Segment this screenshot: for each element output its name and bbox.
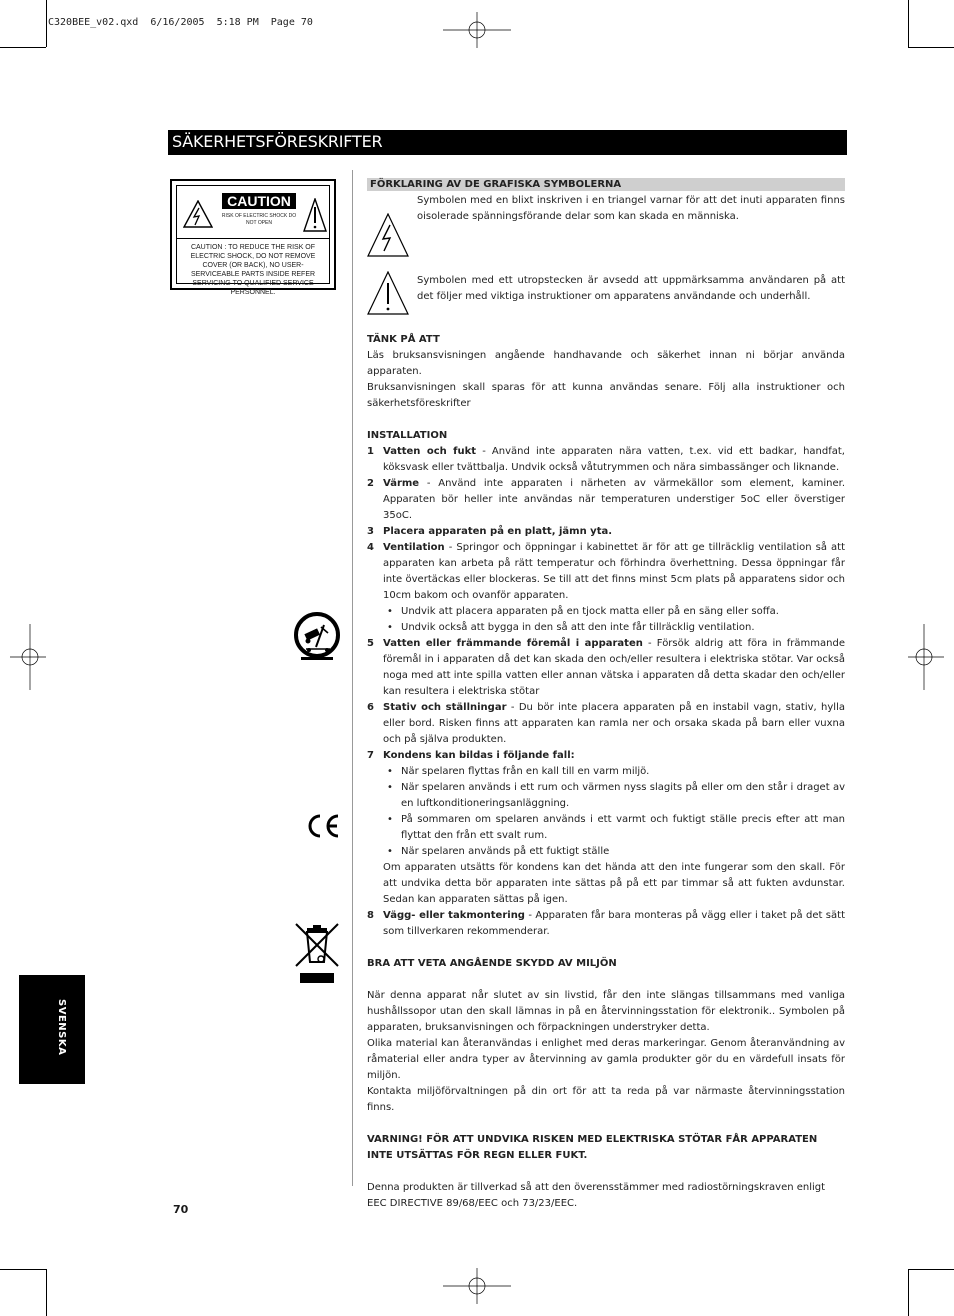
registration-mark-icon — [908, 624, 944, 690]
tank-paragraph-1: Läs bruksansvisningen angående handhavande och säkerhet innan ni börjar använda apparaten. — [367, 350, 845, 377]
tank-heading: TÄNK PÅ ATT — [367, 334, 440, 345]
registration-mark-icon — [443, 12, 511, 48]
caution-heading: CAUTION — [222, 193, 296, 209]
page-number: 70 — [173, 1203, 189, 1216]
installation-item: 5 Vatten eller främmande föremål i apparaten - Försök aldrig att föra in främmande föremål in i apparaten då det kan skada den och/eller resultera i elektriska stötar. Var också noga med att inte spilla vatten eller annan vätska i apparaten då detta skadar den och/eller kan resultera i elektriska stötar — [367, 638, 845, 697]
environment-paragraph-3: Kontakta miljöförvaltningen på din ort för att ta reda på var närmaste återvinningsstation finns. — [367, 1086, 845, 1113]
weee-bin-icon — [294, 920, 342, 986]
crop-mark — [908, 0, 909, 47]
ce-mark-icon — [305, 813, 341, 839]
directive-line-1: Denna produkten är tillverkad så att den överensstämmer med radiostörningskraven enligt — [367, 1182, 826, 1193]
exclamation-triangle-icon — [367, 271, 409, 315]
caution-label-inner — [176, 185, 330, 296]
exclamation-symbol-text: Symbolen med ett utropstecken är avsedd att uppmärksamma användaren på att det följer med viktiga instruktioner om apparatens användande och underhåll. — [417, 275, 845, 302]
content-column — [367, 178, 845, 1212]
installation-item: 4 Ventilation - Springor och öppningar i kabinettet är för att ge tillräcklig ventilation så att apparaten kan arbeta på rätt temperatur och förhindra överhettning. Dessa öppningar får inte övertäckas eller blockeras. Se till att det finns minst 5cm plats på apparatens sidor och 10cm bakom och ovanför apparaten. • Undvik att placera apparaten på en tjock matta eller på en säng eller soffa. • Undvik också att bygga in den så att den inte får tillräcklig ventilation. — [367, 540, 845, 636]
lightning-symbol-text: Symbolen med en blixt inskriven i en triangel varnar för att det inuti apparaten finns oisolerade spänningsförande delar som kan skada en människa. — [417, 195, 845, 222]
installation-item: 7 Kondens kan bildas i följande fall: • När spelaren flyttas från en kall till en varm miljö. • När spelaren används i ett rum och värmen nyss slagits på eller om den står i draget av en luftkonditioneringsanläggning. • På sommaren om spelaren används i ett varmt och fuktigt ställe precis efter att man flyttat den från ett svalt rum. • När spelaren används på ett fuktigt ställe Om apparaten utsätts för kondens kan det hända att den inte fungerar som den skall. För att undvika detta bör apparaten inte sättas på på ett par timmar så att fukten avdunstar. Sedan kan apparaten sättas på igen. — [367, 748, 845, 908]
installation-item: 3 Placera apparaten på en platt, jämn yta. — [367, 526, 613, 537]
installation-item: 8 Vägg- eller takmontering - Apparaten får bara monteras på vägg eller i taket på det sätt som tillverkaren rekommenderar. — [367, 910, 845, 937]
section-title-bar — [168, 130, 847, 155]
environment-paragraph-2: Olika material kan återanvändas i enlighet med deras markeringar. Genom återanvändning av råmaterial eller andra typer av återvinning av gamla produkter gör du en värdefull insats för miljön. — [367, 1038, 845, 1081]
directive-line-2: EEC DIRECTIVE 89/68/EEC och 73/23/EEC. — [367, 1198, 578, 1209]
installation-item: 6 Stativ och ställningar - Du bör inte placera apparaten på en instabil vagn, stativ, hylla eller bord. Risken finns att apparaten kan ramla ner och orsaka skada på barn eller vuxna och på själva produkten. — [367, 702, 845, 745]
condensation-bullets — [383, 764, 845, 860]
lightning-triangle-icon — [367, 213, 409, 257]
list-item: • När spelaren flyttas från en kall till en varm miljö. — [383, 764, 845, 780]
crop-mark — [908, 1269, 954, 1270]
file-slug: C320BEE_v02.qxd 6/16/2005 5:18 PM Page 70 — [48, 17, 313, 28]
crop-mark — [46, 0, 47, 47]
page-title: SÄKERHETSFÖRESKRIFTER — [172, 132, 383, 151]
list-item: • När spelaren används på ett fuktigt ställe — [383, 844, 845, 860]
crop-mark — [46, 1269, 47, 1316]
list-item: • Undvik också att bygga in den så att den inte får tillräcklig ventilation. — [383, 620, 845, 636]
installation-item: 1 Vatten och fukt - Använd inte apparaten nära vatten, t.ex. vid ett badkar, handfat, köksvask eller tvättbalja. Undvik också våtutrymmen och nära simbassänger och liknande. — [367, 446, 845, 473]
condensation-note: Om apparaten utsätts för kondens kan det hända att den inte fungerar som den skall. För att undvika detta bör apparaten inte sättas på på ett par timmar så att fukten avdunstar. Sedan kan apparaten sättas på igen. — [383, 862, 845, 905]
caution-label-top — [177, 186, 329, 239]
tank-paragraph-2: Bruksanvisningen skall sparas för att kunna användas senare. Följ alla instruktioner och säkerhetsföreskrifter — [367, 382, 845, 409]
crop-mark — [908, 47, 954, 48]
registration-mark-icon — [443, 1268, 511, 1304]
installation-item: 2 Värme - Använd inte apparaten i närheten av värmekällor som element, kaminer. Apparaten bör heller inte användas när temperaturen understiger 5oC eller överstiger 35oC. — [367, 478, 845, 521]
caution-shock-text: RISK OF ELECTRIC SHOCK DO NOT OPEN — [221, 213, 297, 226]
list-item: • När spelaren används i ett rum och värmen nyss slagits på eller om den står i draget av en luftkonditioneringsanläggning. — [383, 780, 845, 812]
symbols-heading: FÖRKLARING AV DE GRAFISKA SYMBOLERNA — [367, 178, 845, 191]
caution-body-text: CAUTION : TO REDUCE THE RISK OF ELECTRIC SHOCK, DO NOT REMOVE COVER (OR BACK), NO USER-SERVICEABLE PARTS INSIDE REFER SERVICING TO QUALIFIED SERVICE PERSONNEL. — [190, 244, 316, 296]
lightning-triangle-icon — [183, 200, 213, 228]
crop-mark — [0, 1269, 46, 1270]
symbol-lightning-row — [367, 193, 845, 249]
registration-mark-icon — [10, 624, 46, 690]
environment-paragraph-1: När denna apparat når slutet av sin livstid, får den inte slängas tillsammans med vanliga hushållssopor utan den skall lämnas in på en återvinningsstation för elektronik.. Symbolen på apparaten, bruksanvisningen och förpackningen understryker detta. — [367, 990, 845, 1033]
list-item: • Undvik att placera apparaten på en tjock matta eller på en säng eller soffa. — [383, 604, 845, 620]
language-tab — [19, 975, 85, 1084]
language-tab-label: SVENSKA — [56, 999, 67, 1056]
cart-tip-icon — [294, 611, 341, 661]
installation-heading: INSTALLATION — [367, 430, 448, 441]
caution-label — [170, 179, 336, 296]
environment-heading: BRA ATT VETA ANGÅENDE SKYDD AV MILJÖN — [367, 958, 617, 969]
list-item: • På sommaren om spelaren används i ett varmt och fuktigt ställe precis efter att man flyttat den från ett svalt rum. — [383, 812, 845, 844]
crop-mark — [0, 47, 46, 48]
exclamation-triangle-icon — [303, 198, 327, 232]
crop-mark — [908, 1269, 909, 1316]
column-divider — [352, 170, 353, 1186]
symbol-exclamation-row — [367, 273, 845, 329]
warning-text: VARNING! FÖR ATT UNDVIKA RISKEN MED ELEKTRISKA STÖTAR FÅR APPARATEN INTE UTSÄTTAS FÖR REGN ELLER FUKT. — [367, 1134, 818, 1161]
ventilation-bullets — [383, 604, 845, 636]
